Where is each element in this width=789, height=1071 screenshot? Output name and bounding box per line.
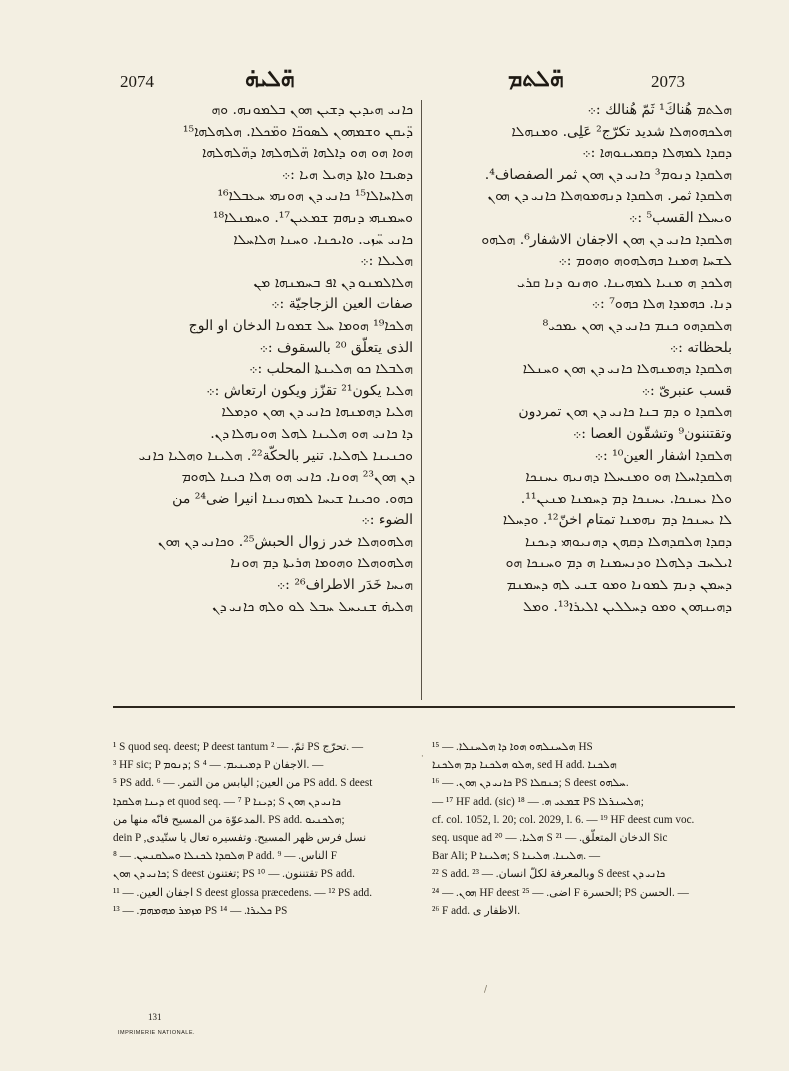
entry-line: بلحظاته :܀ [669, 339, 732, 356]
footnote-line: Bar Ali; P ܗܠܝܢܐ; S ܗܠܝܢܐ. ܗܠܝܢܐ. — [432, 850, 601, 863]
footnote-line: — ¹⁷ HF add. (sic) ܫܡܥܝ ܗ. — ¹⁸ PS ܗܠܚܢܪܠܐ; [432, 795, 644, 808]
entry-line: ܗܠܟܕ ܗ ܡܢܝܐ ܠܡܗܝܢܐ. ܘܗܢܘ ܕܢܐ ܩܪܝ [517, 274, 732, 291]
entry-line: ܗܠܟܗܘܗܠܐ شديد تكرّج² عَلِى. ܘܡܢܗܠܐ [511, 123, 732, 140]
entry-line: ܟܐܢܝ ܗܝܕܝܢ ܕܫܝܢ ܗܘܢ ܒܠܡܘܢܗ. ܘܗ [211, 102, 413, 118]
footnote-line: cf. col. 1052, l. 20; col. 2029, l. 6. — ¹⁹ HF deest cum voc. [432, 813, 695, 826]
entry-line: ܟܐܢܝ ܚ̈ܙܝ. ܘܐܝܟܢܐ. ܘܚܢܐ ܗܠܐܚܠܐ [233, 231, 413, 248]
page-number-right: 2073 [651, 72, 685, 91]
footnote-line: ܗܘܢ. — ²⁴ HF deest اضى. — ²⁵ F الحسرة; PS الحسن. — [432, 886, 689, 899]
entry-line: ܠܐ ܝܚܢܟܐ ܕܡ ܢܗܡܢܐ تمتام اخنّ¹². ܘܕܚܠܐ [502, 512, 732, 529]
entry-line: ܕܐ ܟܐܢܝ ܗܘ ܗܠܝܢܐ ܠܗܠ ܗܘܢܗܠܐ ܕܢ. [210, 425, 413, 442]
page-number-left: 2074 [120, 72, 154, 91]
entry-line: ܗܠܐܠܡܢܘ ܕܢ ܐܦ ܒܚܡܢܗܐ ܡܢ [253, 274, 413, 291]
entry-line: ܗܠܩܕܐܚܠܐ ܗܘ ܘܡܢܚܠܐ ܕܗܢܝܗ ܝܚܢܟܐ [525, 469, 732, 486]
right-column [432, 100, 732, 618]
entry-line: ܕܩܕܐ ܠܡܗܠܐ ܕܩܡܝܢܘܗܐ :܀ [582, 145, 732, 162]
footnote-line: dein P ,نسل فرس ظهر المسيح. وتفسيره تعال يا ستّيدى [113, 832, 367, 845]
footnote-line: المدعوّة من المسيح فانّه منها من. PS add. ܗܠܟܢܝܘ; [113, 813, 345, 826]
entry-line: قسب عنبرىّ :܀ [641, 382, 732, 399]
footnote-line: ܟܐܢܝ ܕܢ ܗܘܢ; S deest تغتنون; PS تقتننون. — ¹⁰ PS add. [113, 868, 355, 881]
footnotes-left [113, 738, 416, 920]
footnote-line: ܗܠܚܢܠܗܘ ܗܘܐ ܕܐ ܗܠܚܢܠܐ. — ¹⁵ HS [432, 741, 593, 753]
footnote-line: ܗܠܩܕܐ ܠܟܢܠܐ ܘܚܠܩܢܚܢ. — ⁸ P add. الناس. — ⁹ F [113, 850, 337, 863]
entry-line: ܠܫܚܐ ܗܡܢܐ ܟܗܠܗܘܗ ܘܗܘܡ :܀ [558, 253, 732, 270]
entry-line: الضوء :܀ [361, 512, 413, 529]
entry-line: ܕܢܐ. ܟܗܡܕܐ ܗܠܐ ܟܗܘ⁷ :܀ [591, 296, 732, 313]
entry-line: ܗܠܩܕܐ ܘ ܕܡ ܒܢܐ ܟܐܢܝ ܕܢ ܗܘܢ تمردون [518, 404, 732, 421]
running-head-right: ܗ̈ܠܬܡ [508, 66, 564, 92]
entry-line: ܘܚܡܢܗܝ ܕܢܗܡ ܫܡܥܝܢ¹⁷. ܘܚܡܢܠܐ¹⁸ [212, 209, 413, 226]
entry-line: ܗܘܐ ܗܘ ܗܘ ܕܐܠܗܐ ܗ̈ܠܗܠܗܐ ܕܗ̈ܠܗܠܗܐ [202, 145, 413, 162]
footnote-line: ²⁶ F add. الاظفار ى. [432, 904, 521, 917]
entry-line: ܕ̈ܝܩܢ ܘܫܡܗܘܢ ܠܣܘܟ̈ܐ ܘܡ̈ܟܠܐ. ܗܠܗܠܗܐ¹⁵ [182, 123, 413, 140]
footnote-line: ܟܐܢܝ ܕܢ ܗܘܢ. — ¹⁶ PS ܟܢܩܠܐ; S deest ܚܠܗܘ. [432, 777, 629, 790]
entry-line: ܗܠܩܕܗܘ ܟܢܡ ܟܐܢܝ ܕܢ ܗܘܢ ܝܡܟܝ⁸ [542, 317, 732, 334]
column-divider [421, 100, 422, 700]
running-head-left: ܗ̈ܠܝܗ̇ [245, 66, 295, 92]
footnote-line: ܗܠܘ ܗܠܟܢܐ ܕܡ ܗܠܟܢܐ, sed H add. ܗܠܟܢܐ [432, 759, 617, 772]
entry-line: ܗܠܟܐ¹⁹ ܗܘܡܐ ܚܠ ܫܡܘܢܐ الدخان او الوج [188, 317, 413, 334]
entry-line: ܗܠܗܘܗܠܐ خدر زوال الحبش²⁵. ܘܟܐܢܝ ܕܢ ܗܘܢ [157, 533, 413, 550]
imprint-line: IMPRIMERIE NATIONALE. [118, 1030, 196, 1036]
entry-line: ܗܠܒܠܐ ܟܘ ܗܠܝܢܬܐ المحلب :܀ [249, 361, 413, 378]
entry-line: ܗܠܩܕܐ ܕܗܡܢܗܠܐ ܟܐܢܝ ܕܢ ܗܘܢ ܘܚܢܠܐ [522, 361, 732, 378]
footnote-line: ⁵ PS add. من العين; اليابس من التمر. — ⁶ PS add. S deest [113, 777, 373, 790]
footnote-line: ¹ S quod seq. deest; P deest tantum ثمّ. — ² PS تحرّج. — [113, 741, 364, 753]
footnote-line: ³ HF sic; P ܕܢܘܡ; S ܕܡܝܢܝܡ. — ⁴ P الاجفان. — [113, 759, 324, 772]
page-speck: · [421, 752, 424, 762]
entry-line: ܕܢ ܗܘܢ²³ ܗܘܢܐ. ܟܐܢܝ ܗܘ ܗܠܐ ܟܝܢܐ ܠܗܘܡ [181, 469, 413, 486]
entry-line: وتقتننون⁹ وتشقّون العصا :܀ [572, 425, 732, 442]
footnote-line: اجفان العين. — ¹¹ S deest glossa præcedens. — ¹² PS add. [113, 886, 373, 899]
entry-line: ܘܠܐ ܝܚܢܟܐ. ܝܚܢܟܐ ܕܡ ܕܚܡܢܐ ܡܢܝܢ¹¹. [520, 490, 732, 507]
entry-line: ܗܠܐܚܐܠܐ¹⁵ ܟܐܢܝ ܕܢ ܗܘܢܗܝ ܚܥܒܠܐ¹⁶ [217, 188, 413, 205]
entry-line: ܐܝܠܚܒ ܕܠܗܠܐ ܘܕܢܚܡܢܐ ܗ ܕܡ ܘܚܢܟܐ ܗܘ [505, 555, 732, 572]
entry-line: ܗܠܝܠܐ :܀ [360, 253, 413, 270]
footnote-line: seq. usque ad ܗܠܝܐ. — ²⁰ S الدخان المتعلّق. — ²¹ Sic [432, 832, 668, 845]
entry-line: الذى يتعلّق ²⁰ بالسقوف :܀ [259, 339, 413, 356]
entry-line: ܗܠܝܐ يكون²¹ تقزّز ويكون ارتعاش :܀ [206, 382, 413, 399]
footnote-line: ²² S add. وبالمعرفة لكلّ انسان. — ²³ S deest ܟܐܢܝ ܕܢ [432, 868, 666, 881]
entry-line: ܕܗܝܢܗܘܢ ܘܡܘ ܕܚܠܠܝܢ ܐܠܝܪܐ¹³. ܘܡܠ [522, 598, 732, 615]
signature-mark: 131 [148, 1012, 162, 1022]
footnote-rule [113, 706, 735, 708]
entry-line: ܕܣܝܒܐ ܘܐܬܐ ܕܗܝܠ ܗܝܐ :܀ [281, 166, 413, 183]
entry-line: ܗܠܬܡ هُناكَ¹ ثَمّ هُنالك :܀ [587, 102, 732, 118]
footnote-line: ܕܝܢܐ ܗܠܩܕܐ et quod seq. — ⁷ P ܕܝܢܐ; S ܟܐܢܝ ܕܢ ܗܘܢ [113, 795, 342, 808]
entry-line: ܗܠܩܕܐ ثمر. ܗܠܩܕܐ ܕܢܗܡܘܗܠܐ ܟܐܢܝ ܕܢ ܗܘܢ [487, 188, 732, 205]
entry-line: ܟܗܘ. ܘܟܝܢܐ ܫܝܚܐ ܠܡܗܢܝܢܐ انيرا ضى²⁴ من [172, 490, 413, 507]
entry-line: ܗܠܝܗ̇ ܫܢܝܚܠ ܚܒܠ ܠܘ ܘܠܗ ܟܐܢܝ ܕܢ [212, 598, 413, 615]
entry-line: ܘܝܚܠܐ القسب⁵ :܀ [628, 209, 732, 226]
entry-line: ܕܩܕܐ ܗܠܩܕܗܠܐ ܕܩܗܢ ܕܗܢܝܘܗܝ ܕܝܟܢܐ [525, 533, 732, 550]
entry-line: ܘܟܢܝܢܐ ܠܗܠܝܐ. تنير بالحكّة²². ܗܠܝܢܐ ܘܗܠܝܐ ܟܐܢܝ [138, 447, 413, 464]
footnotes-right [432, 738, 732, 920]
entry-line: ܗܝܚܐ خَدَر الاطراف²⁶ :܀ [276, 577, 413, 594]
footnote-line: ܡܙܡܪ ܡܗܡܗܡ. — ¹³ PS ܟܠܝܪܐ. — ¹⁴ PS [113, 904, 288, 917]
entry-line: ܗܠܩܕܐ ܕܢܘܡ³ ܟܐܢܝ ܕܢ ܗܘܢ ثمر الصفصاف⁴. [484, 166, 732, 183]
page-speck: / [484, 985, 488, 995]
entry-line: ܕܚܡܢ ܕܢܡ ܠܡܘܢܐ ܘܡܘ ܫܢܝ ܠܗ ܕܚܡܢܡ [506, 577, 732, 594]
entry-line: ܗܠܗܘܗܠܐ ܘܗܘܡܐ ܗܪܝܬܐ ܕܡ ܗܘܢܐ [230, 555, 413, 572]
entry-line: صفات العين الزجاجيّة :܀ [271, 296, 413, 313]
entry-line: ܗܠܩܕܐ ܟܐܢܝ ܕܢ ܗܘܢ الاجفان الاشفار⁶. ܗܠܗܘ [481, 231, 732, 248]
entry-line: ܗܠܝܐ ܕܗܡܢܗܐ ܟܐܢܝ ܕܢ ܗܘܢ ܘܕܡܠܐ [221, 404, 413, 421]
entry-line: ܗܠܩܕܐ اشفار العين¹⁰ :܀ [594, 447, 732, 464]
left-column [113, 100, 413, 618]
